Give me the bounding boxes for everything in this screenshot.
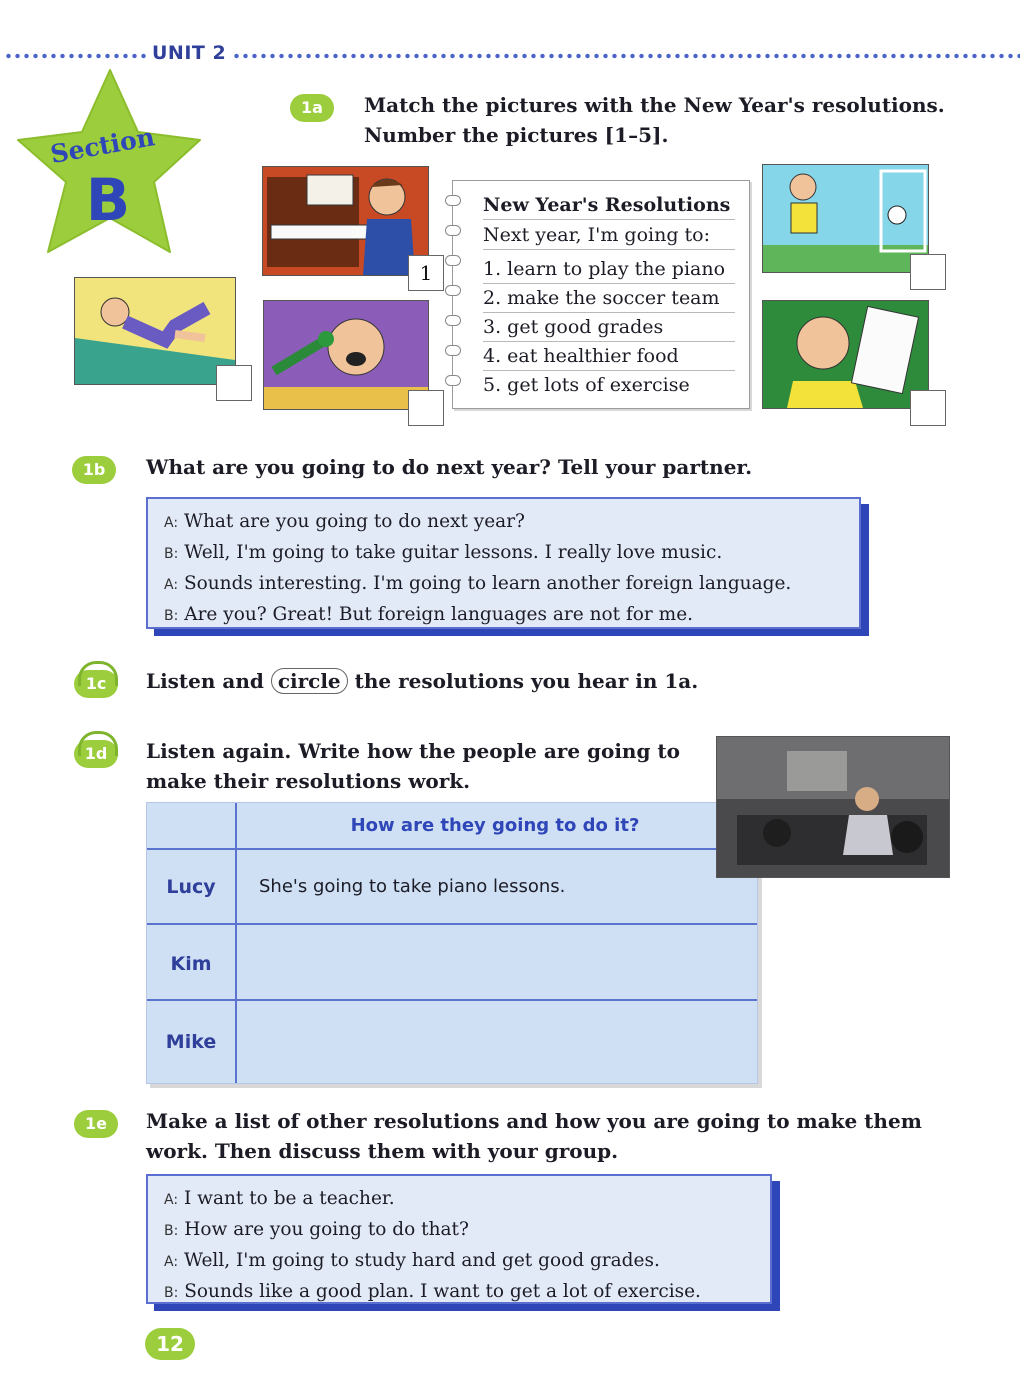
classroom-photo	[717, 737, 949, 877]
picture-exercise	[74, 277, 236, 385]
answer-box-report-card[interactable]	[910, 390, 946, 426]
notepad-intro: Next year, I'm going to:	[483, 221, 735, 250]
table-row-name: Kim	[170, 953, 212, 975]
notepad-ring	[445, 225, 461, 236]
instruction-1c	[146, 666, 698, 696]
resolution-item: 2. make the soccer team	[483, 284, 735, 313]
resolution-item: 1. learn to play the piano	[483, 255, 735, 284]
resolution-item: 4. eat healthier food	[483, 342, 735, 371]
table-row-answer-blank[interactable]	[259, 1015, 739, 1069]
table-row-divider	[147, 848, 757, 850]
table-row-divider	[147, 923, 757, 925]
answer-box-exercise[interactable]	[216, 365, 252, 401]
resolution-item: 5. get lots of exercise	[483, 374, 690, 396]
badge-1d: 1d	[74, 740, 118, 768]
dialogue-line	[164, 538, 859, 569]
instruction-1a	[364, 90, 945, 150]
notepad-ring	[445, 345, 461, 356]
notepad-title: New Year's Resolutions	[483, 191, 735, 220]
dialogue-text: Sounds like a good plan. I want to get a lot of exercise.	[184, 1281, 701, 1302]
answer-box-healthy-food[interactable]	[408, 390, 444, 426]
badge-1e: 1e	[74, 1110, 118, 1138]
instruction-1e	[146, 1106, 922, 1166]
notepad-ring	[445, 255, 461, 266]
photo-students	[716, 736, 950, 878]
notepad-ring	[445, 195, 461, 206]
dialogue-text: Sounds interesting. I'm going to learn another foreign language.	[183, 573, 792, 594]
dialogue-text: Well, I'm going to take guitar lessons. I really love music.	[184, 542, 723, 563]
picture-soccer	[762, 164, 929, 273]
badge-1c: 1c	[74, 670, 118, 698]
instruction-1d-line1: Listen again. Write how the people are going to	[146, 739, 680, 763]
unit-label: UNIT 2	[152, 42, 227, 64]
instruction-1a-line1: Match the pictures with the New Year's resolutions.	[364, 93, 945, 117]
instruction-1b: What are you going to do next year? Tell your partner.	[146, 455, 753, 479]
badge-1a: 1a	[290, 94, 334, 122]
dialogue-line	[164, 507, 859, 538]
resolution-item: 3. get good grades	[483, 313, 735, 342]
dialogue-line	[164, 1246, 770, 1277]
header-dotted-rule-right	[232, 52, 1020, 60]
notepad-ring	[445, 285, 461, 296]
exercise-illustration	[75, 278, 235, 384]
circled-word: circle	[271, 668, 348, 694]
picture-healthy-food	[263, 300, 429, 410]
table-header: How are they going to do it?	[350, 815, 640, 836]
dialogue-line	[164, 600, 859, 631]
badge-1b: 1b	[72, 456, 116, 484]
speaker-label: B:	[164, 546, 179, 562]
instruction-1c-before: Listen and	[146, 669, 264, 693]
header-dotted-rule-left	[4, 52, 148, 60]
dialogue-line	[164, 1277, 770, 1308]
section-b-star	[14, 62, 204, 262]
notepad-ring	[445, 375, 461, 386]
table-row-name: Lucy	[166, 876, 216, 898]
dialogue-line	[164, 569, 859, 600]
instruction-1d-line2: make their resolutions work.	[146, 769, 471, 793]
instruction-1e-line1: Make a list of other resolutions and how you are going to make them	[146, 1109, 922, 1133]
section-label: Section	[48, 122, 157, 170]
instruction-1a-line2: Number the pictures [1–5].	[364, 123, 669, 147]
eating-illustration	[264, 301, 428, 409]
instruction-1d	[146, 736, 680, 796]
resolutions-table	[146, 802, 758, 1084]
table-row-answer-blank[interactable]	[259, 939, 739, 987]
instruction-1c-after: the resolutions you hear in 1a.	[354, 669, 699, 693]
answer-box-soccer[interactable]	[910, 254, 946, 290]
speaker-label: A:	[164, 577, 179, 593]
speaker-label: B:	[164, 608, 179, 624]
dialogue-text: Are you? Great! But foreign languages are not for me.	[184, 604, 694, 625]
notepad-ring	[445, 315, 461, 326]
table-row-name: Mike	[165, 1031, 217, 1053]
piano-illustration	[263, 167, 428, 275]
speaker-label: A:	[164, 1254, 179, 1270]
table-row-answer[interactable]: She's going to take piano lessons.	[259, 876, 566, 897]
page-number: 12	[145, 1328, 195, 1360]
soccer-illustration	[763, 165, 928, 272]
table-column-divider	[235, 803, 237, 1083]
dialogue-box-1e	[146, 1174, 772, 1304]
dialogue-text: Well, I'm going to study hard and get good grades.	[183, 1250, 660, 1271]
table-row-divider	[147, 999, 757, 1001]
dialogue-line	[164, 1215, 770, 1246]
resolutions-notepad	[452, 180, 750, 409]
picture-piano	[262, 166, 429, 276]
section-letter: B	[85, 166, 131, 234]
dialogue-line	[164, 1184, 770, 1215]
dialogue-text: I want to be a teacher.	[183, 1188, 395, 1209]
speaker-label: B:	[164, 1285, 179, 1301]
picture-report-card	[762, 300, 929, 409]
dialogue-text: What are you going to do next year?	[183, 511, 525, 532]
speaker-label: A:	[164, 1192, 179, 1208]
dialogue-text: How are you going to do that?	[184, 1219, 469, 1240]
dialogue-box-1b	[146, 497, 861, 629]
instruction-1e-line2: work. Then discuss them with your group.	[146, 1139, 619, 1163]
grades-illustration	[763, 301, 928, 408]
speaker-label: B:	[164, 1223, 179, 1239]
speaker-label: A:	[164, 515, 179, 531]
answer-box-piano[interactable]: 1	[408, 255, 444, 291]
